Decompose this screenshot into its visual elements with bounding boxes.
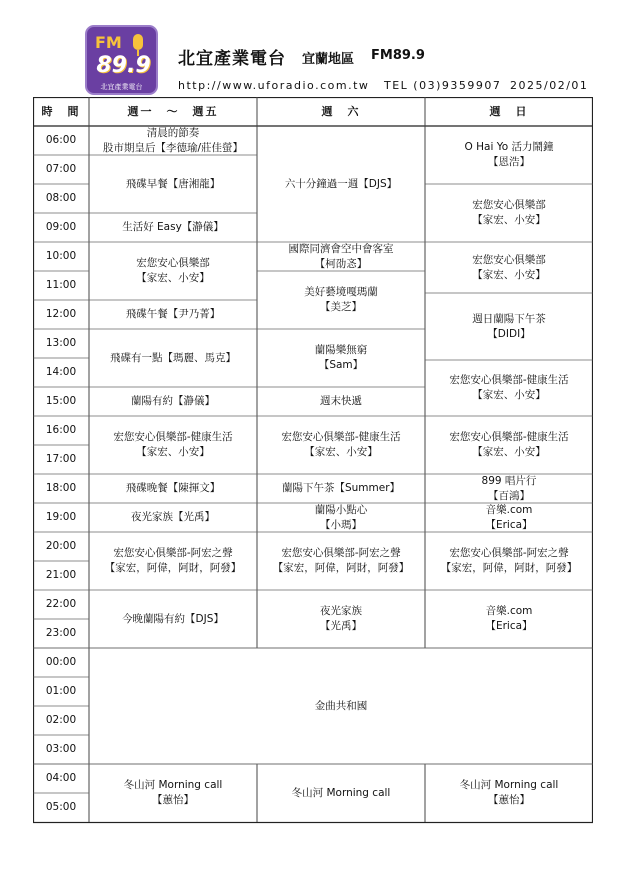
program-title: 美好藝境嘎瑪蘭: [304, 286, 378, 298]
program-weekday-2000: [89, 532, 257, 590]
program-weekday-2200: [89, 590, 257, 648]
program-sunday-2000: [425, 532, 593, 590]
program-weekday-1800: [89, 474, 257, 503]
program-title: 週末快遞: [320, 395, 362, 407]
program-sunday-1400: [425, 360, 593, 416]
program-host: 【百鴻】: [488, 489, 530, 502]
telephone-number: TEL (03)9359907: [384, 79, 502, 92]
program-host: 【家宏、小安】: [472, 214, 546, 226]
time-slot: 17:00: [45, 453, 77, 465]
program-weekday-1300: [89, 329, 257, 387]
program-title: 飛碟早餐【唐湘龍】: [125, 177, 221, 190]
station-logo: [85, 25, 158, 95]
program-weekday-1600: [89, 416, 257, 474]
program-host: 【家宏、小安】: [472, 389, 546, 401]
program-saturday-0600: [257, 126, 425, 242]
microphone-icon: [133, 34, 143, 50]
program-weekday-1500: [89, 387, 257, 416]
program-weekday-1900: [89, 503, 257, 532]
program-overnight-all-days: [89, 648, 593, 764]
time-slot: 13:00: [45, 337, 77, 349]
time-slot: 12:00: [45, 308, 77, 320]
program-title: 宏您安心俱樂部: [472, 253, 546, 266]
logo-fm-text: FM: [95, 33, 122, 52]
program-weekday-0700: [89, 155, 257, 213]
program-title: 今晚蘭陽有約【DJS】: [122, 612, 224, 625]
time-slot: 18:00: [45, 482, 77, 494]
time-slot: 08:00: [45, 192, 77, 204]
program-host: 【蕙怡】: [488, 794, 530, 806]
program-title: 夜光家族: [320, 605, 362, 617]
program-title: 夜光家族【光禹】: [131, 511, 215, 523]
program-host: 【家宏、小安】: [136, 272, 210, 284]
program-title: 蘭陽有約【瀞儀】: [131, 395, 215, 407]
program-host: 【家宏、小安】: [472, 268, 546, 281]
program-saturday-2200: [257, 590, 425, 648]
time-slot: 06:00: [45, 134, 77, 146]
time-slot: 14:00: [45, 366, 77, 378]
program-host: 【Erica】: [485, 518, 533, 531]
program-sunday-1130: [425, 293, 593, 360]
program-title: 宏您安心俱樂部-阿宏之聲: [449, 547, 569, 559]
program-title: 蘭陽小點心: [314, 503, 368, 516]
program-sunday-0600: [425, 126, 593, 184]
schedule-date: 2025/02/01: [510, 79, 589, 92]
program-host: 【家宏，阿偉，阿財，阿發】: [440, 562, 578, 574]
program-weekday-0400: [89, 764, 257, 822]
header-sunday: 週 日: [489, 105, 529, 118]
program-title: 清晨的節奏: [146, 126, 200, 139]
frequency-label: FM89.9: [371, 48, 425, 63]
program-saturday-1800: [257, 474, 425, 503]
program-weekday-1200: [89, 300, 257, 329]
program-title: 宏您安心俱樂部-健康生活: [113, 431, 233, 443]
program-host: 【光禹】: [320, 620, 362, 632]
time-slot: 07:00: [45, 163, 77, 175]
program-sunday-1800: [425, 474, 593, 503]
time-slot: 23:00: [45, 627, 77, 639]
time-slot: 15:00: [45, 395, 77, 407]
program-weekday-1000: [89, 242, 257, 300]
time-slot: 22:00: [45, 598, 77, 610]
program-title: 飛碟午餐【尹乃菁】: [125, 308, 221, 320]
program-title: 音樂.com: [485, 503, 533, 516]
program-sunday-0400: [425, 764, 593, 822]
program-title: 國際同濟會空中會客室: [288, 242, 394, 255]
program-title: 宏您安心俱樂部-阿宏之聲: [281, 547, 401, 559]
program-host: 【美芝】: [320, 301, 362, 313]
time-slot: 02:00: [45, 714, 77, 726]
program-saturday-1900: [257, 503, 425, 532]
program-title: 冬山河 Morning call: [459, 779, 559, 791]
program-sunday-0800: [425, 184, 593, 242]
time-slot: 20:00: [45, 540, 77, 552]
program-host: 【家宏、小安】: [136, 446, 210, 458]
program-host: 【家宏、小安】: [472, 446, 546, 458]
program-host: 股市期皇后【李德瑜/莊佳螢】: [102, 141, 244, 154]
program-saturday-1600: [257, 416, 425, 474]
program-saturday-0400: [257, 764, 425, 822]
time-slot: 04:00: [45, 772, 77, 784]
program-title: 生活好 Easy【瀞儀】: [122, 221, 224, 233]
program-host: 【家宏、小安】: [304, 446, 378, 458]
program-sunday-1600: [425, 416, 593, 474]
program-host: 【DIDI】: [487, 327, 531, 340]
header-weekday: 週一 ～ 週五: [127, 105, 219, 118]
station-name: 北宜產業電台: [178, 49, 286, 69]
program-weekday-0900: [89, 213, 257, 242]
program-schedule-table: [33, 97, 593, 826]
program-host: 【柯劭忞】: [314, 257, 368, 270]
program-host: 【家宏，阿偉，阿財，阿發】: [104, 562, 242, 574]
time-slot: 21:00: [45, 569, 77, 581]
program-title: 899 唱片行: [481, 474, 537, 487]
program-title: 宏您安心俱樂部-健康生活: [281, 431, 401, 443]
program-title: 飛碟晚餐【陳揮文】: [125, 482, 221, 494]
website-url[interactable]: http://www.uforadio.com.tw: [178, 79, 370, 92]
program-host: 【家宏，阿偉，阿財，阿發】: [272, 562, 410, 574]
program-title: 音樂.com: [485, 605, 533, 617]
program-host: 【恩浩】: [488, 156, 530, 168]
program-saturday-2000: [257, 532, 425, 590]
program-sunday-2200: [425, 590, 593, 648]
time-slot: 00:00: [45, 656, 77, 668]
program-title: 宏您安心俱樂部-健康生活: [449, 374, 569, 386]
program-saturday-1300: [257, 329, 425, 387]
time-slot: 05:00: [45, 801, 77, 813]
program-title: 六十分鐘過一週【DJS】: [284, 177, 398, 190]
program-title: 宏您安心俱樂部-阿宏之聲: [113, 547, 233, 559]
time-slot: 10:00: [45, 250, 77, 262]
time-slot: 11:00: [45, 279, 77, 291]
program-title: 宏您安心俱樂部: [136, 257, 210, 269]
program-host: 【Erica】: [485, 620, 533, 632]
program-sunday-1000: [425, 242, 593, 293]
program-title: 飛碟有一點【瑪麗、馬克】: [110, 351, 236, 364]
program-title: 蘭陽下午茶【Summer】: [281, 482, 401, 494]
program-title: 冬山河 Morning call: [123, 779, 223, 791]
program-host: 【Sam】: [318, 359, 364, 371]
time-slot: 16:00: [45, 424, 77, 436]
program-sunday-1900: [425, 503, 593, 532]
header-time: 時 間: [41, 105, 81, 118]
time-slot: 09:00: [45, 221, 77, 233]
program-title: 冬山河 Morning call: [291, 786, 391, 799]
program-saturday-1000: [257, 242, 425, 271]
program-title: 金曲共和國: [314, 699, 368, 712]
logo-subtitle: 北宜產業電台: [100, 83, 143, 91]
program-host: 【蕙怡】: [152, 794, 194, 806]
program-title: 宏您安心俱樂部-健康生活: [449, 431, 569, 443]
program-saturday-1500: [257, 387, 425, 416]
time-slot: 01:00: [45, 685, 77, 697]
program-title: 週日蘭陽下午茶: [472, 312, 546, 325]
region-label: 宜蘭地區: [302, 52, 355, 67]
time-slot: 19:00: [45, 511, 77, 523]
program-title: 蘭陽樂無窮: [314, 344, 368, 356]
program-title: O Hai Yo 活力鬧鐘: [464, 141, 554, 153]
time-slot: 03:00: [45, 743, 77, 755]
program-title: 宏您安心俱樂部: [472, 199, 546, 211]
program-weekday-0600: [89, 126, 257, 155]
program-host: 【小瑪】: [320, 518, 362, 531]
program-saturday-1100: [257, 271, 425, 329]
header-saturday: 週 六: [321, 105, 361, 118]
logo-frequency: 89.9: [96, 53, 151, 78]
